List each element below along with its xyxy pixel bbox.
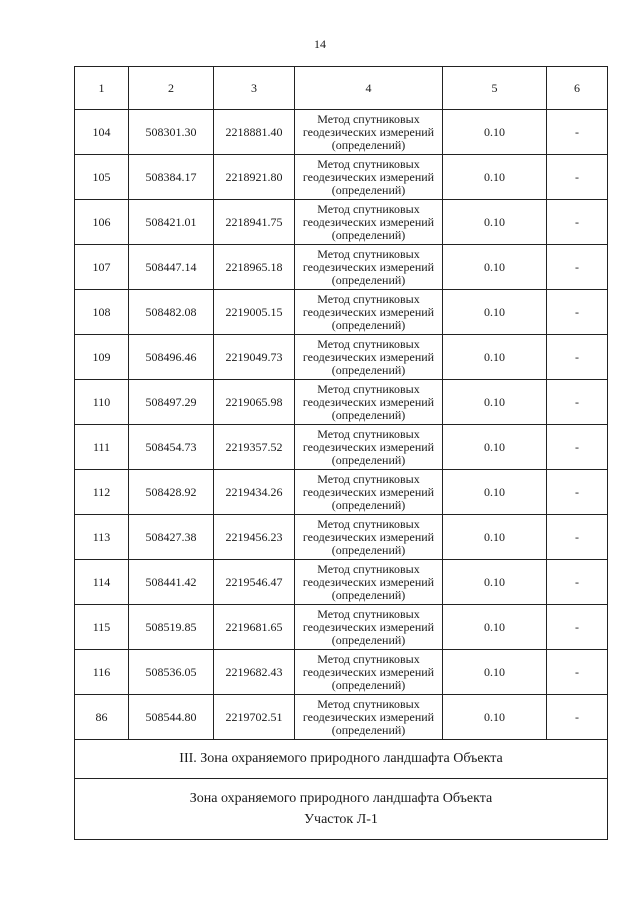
method-line-1: Метод спутниковых bbox=[317, 426, 420, 441]
point-number-cell: 113 bbox=[75, 515, 129, 560]
method-cell bbox=[295, 650, 443, 695]
coordinates-table bbox=[74, 66, 608, 840]
method-line-2: геодезических измерений bbox=[302, 484, 435, 499]
method-cell bbox=[295, 110, 443, 155]
table-row bbox=[75, 335, 608, 380]
method-line-2: геодезических измерений bbox=[302, 709, 435, 724]
method-line-3: (определений) bbox=[331, 137, 406, 152]
x-coordinate-cell: 508544.80 bbox=[129, 695, 214, 740]
note-cell: - bbox=[547, 380, 608, 425]
method-line-2: геодезических измерений bbox=[302, 259, 435, 274]
point-number-cell: 116 bbox=[75, 650, 129, 695]
accuracy-cell: 0.10 bbox=[443, 200, 547, 245]
accuracy-cell: 0.10 bbox=[443, 425, 547, 470]
x-coordinate-cell: 508427.38 bbox=[129, 515, 214, 560]
method-line-1: Метод спутниковых bbox=[317, 516, 420, 531]
note-cell: - bbox=[547, 470, 608, 515]
table-row bbox=[75, 695, 608, 740]
method-line-2: геодезических измерений bbox=[302, 574, 435, 589]
accuracy-cell: 0.10 bbox=[443, 695, 547, 740]
x-coordinate-cell: 508421.01 bbox=[129, 200, 214, 245]
point-number-cell: 106 bbox=[75, 200, 129, 245]
section-title-row bbox=[75, 740, 608, 779]
point-number-cell: 111 bbox=[75, 425, 129, 470]
method-line-1: Метод спутниковых bbox=[317, 291, 420, 306]
method-line-3: (определений) bbox=[331, 677, 406, 692]
method-cell bbox=[295, 380, 443, 425]
y-coordinate-cell: 2219456.23 bbox=[214, 515, 295, 560]
method-line-3: (определений) bbox=[331, 722, 406, 737]
method-line-2: геодезических измерений bbox=[302, 124, 435, 139]
y-coordinate-cell: 2219682.43 bbox=[214, 650, 295, 695]
x-coordinate-cell: 508428.92 bbox=[129, 470, 214, 515]
point-number-cell: 104 bbox=[75, 110, 129, 155]
y-coordinate-cell: 2219702.51 bbox=[214, 695, 295, 740]
y-coordinate-cell: 2218921.80 bbox=[214, 155, 295, 200]
header-cell-6: 6 bbox=[547, 67, 608, 110]
method-line-1: Метод спутниковых bbox=[317, 156, 420, 171]
accuracy-cell: 0.10 bbox=[443, 290, 547, 335]
method-line-2: геодезических измерений bbox=[302, 529, 435, 544]
table-row bbox=[75, 560, 608, 605]
accuracy-cell: 0.10 bbox=[443, 335, 547, 380]
point-number-cell: 109 bbox=[75, 335, 129, 380]
method-line-1: Метод спутниковых bbox=[317, 471, 420, 486]
point-number-cell: 114 bbox=[75, 560, 129, 605]
method-line-1: Метод спутниковых bbox=[317, 651, 420, 666]
method-line-2: геодезических измерений bbox=[302, 214, 435, 229]
page-number: 14 bbox=[314, 37, 326, 51]
accuracy-cell: 0.10 bbox=[443, 515, 547, 560]
note-cell: - bbox=[547, 560, 608, 605]
method-line-2: геодезических измерений bbox=[302, 619, 435, 634]
point-number-cell: 110 bbox=[75, 380, 129, 425]
note-cell: - bbox=[547, 245, 608, 290]
point-number-cell: 105 bbox=[75, 155, 129, 200]
point-number-cell: 107 bbox=[75, 245, 129, 290]
point-number-cell: 86 bbox=[75, 695, 129, 740]
method-line-1: Метод спутниковых bbox=[317, 201, 420, 216]
method-line-3: (определений) bbox=[331, 272, 406, 287]
method-cell bbox=[295, 695, 443, 740]
note-cell: - bbox=[547, 110, 608, 155]
note-cell: - bbox=[547, 605, 608, 650]
method-cell bbox=[295, 200, 443, 245]
method-line-3: (определений) bbox=[331, 407, 406, 422]
table-row bbox=[75, 380, 608, 425]
table-row bbox=[75, 650, 608, 695]
method-line-2: геодезических измерений bbox=[302, 439, 435, 454]
note-cell: - bbox=[547, 290, 608, 335]
y-coordinate-cell: 2218881.40 bbox=[214, 110, 295, 155]
method-cell bbox=[295, 560, 443, 605]
header-cell-2: 2 bbox=[129, 67, 214, 110]
x-coordinate-cell: 508536.05 bbox=[129, 650, 214, 695]
method-line-3: (определений) bbox=[331, 227, 406, 242]
method-cell bbox=[295, 605, 443, 650]
y-coordinate-cell: 2219357.52 bbox=[214, 425, 295, 470]
method-cell bbox=[295, 245, 443, 290]
method-line-3: (определений) bbox=[331, 497, 406, 512]
y-coordinate-cell: 2219049.73 bbox=[214, 335, 295, 380]
method-line-3: (определений) bbox=[331, 182, 406, 197]
note-cell: - bbox=[547, 650, 608, 695]
table-header-row bbox=[75, 67, 608, 110]
point-number-cell: 108 bbox=[75, 290, 129, 335]
table-row bbox=[75, 515, 608, 560]
accuracy-cell: 0.10 bbox=[443, 560, 547, 605]
header-cell-4: 4 bbox=[295, 67, 443, 110]
y-coordinate-cell: 2219546.47 bbox=[214, 560, 295, 605]
table-row bbox=[75, 155, 608, 200]
header-cell-1: 1 bbox=[75, 67, 129, 110]
table-row bbox=[75, 110, 608, 155]
method-line-3: (определений) bbox=[331, 452, 406, 467]
method-line-2: геодезических измерений bbox=[302, 304, 435, 319]
method-line-2: геодезических измерений bbox=[302, 349, 435, 364]
x-coordinate-cell: 508454.73 bbox=[129, 425, 214, 470]
y-coordinate-cell: 2218941.75 bbox=[214, 200, 295, 245]
section-title: III. Зона охраняемого природного ландшафта Объекта bbox=[75, 740, 608, 779]
method-cell bbox=[295, 515, 443, 560]
accuracy-cell: 0.10 bbox=[443, 380, 547, 425]
x-coordinate-cell: 508519.85 bbox=[129, 605, 214, 650]
point-number-cell: 115 bbox=[75, 605, 129, 650]
table-row bbox=[75, 605, 608, 650]
method-line-3: (определений) bbox=[331, 542, 406, 557]
accuracy-cell: 0.10 bbox=[443, 470, 547, 515]
y-coordinate-cell: 2218965.18 bbox=[214, 245, 295, 290]
subsection-title-line-2: Участок Л-1 bbox=[304, 812, 378, 827]
subsection-title-row bbox=[75, 779, 608, 840]
method-line-2: геодезических измерений bbox=[302, 394, 435, 409]
note-cell: - bbox=[547, 515, 608, 560]
accuracy-cell: 0.10 bbox=[443, 650, 547, 695]
note-cell: - bbox=[547, 200, 608, 245]
x-coordinate-cell: 508497.29 bbox=[129, 380, 214, 425]
table-row bbox=[75, 470, 608, 515]
y-coordinate-cell: 2219681.65 bbox=[214, 605, 295, 650]
note-cell: - bbox=[547, 425, 608, 470]
y-coordinate-cell: 2219065.98 bbox=[214, 380, 295, 425]
x-coordinate-cell: 508496.46 bbox=[129, 335, 214, 380]
y-coordinate-cell: 2219434.26 bbox=[214, 470, 295, 515]
note-cell: - bbox=[547, 155, 608, 200]
x-coordinate-cell: 508301.30 bbox=[129, 110, 214, 155]
method-cell bbox=[295, 335, 443, 380]
method-cell bbox=[295, 290, 443, 335]
method-line-2: геодезических измерений bbox=[302, 169, 435, 184]
table-row bbox=[75, 425, 608, 470]
method-line-1: Метод спутниковых bbox=[317, 696, 420, 711]
accuracy-cell: 0.10 bbox=[443, 605, 547, 650]
method-line-2: геодезических измерений bbox=[302, 664, 435, 679]
method-line-3: (определений) bbox=[331, 362, 406, 377]
method-line-1: Метод спутниковых bbox=[317, 381, 420, 396]
table-row bbox=[75, 200, 608, 245]
method-cell bbox=[295, 470, 443, 515]
method-line-1: Метод спутниковых bbox=[317, 336, 420, 351]
accuracy-cell: 0.10 bbox=[443, 110, 547, 155]
x-coordinate-cell: 508447.14 bbox=[129, 245, 214, 290]
method-line-1: Метод спутниковых bbox=[317, 561, 420, 576]
x-coordinate-cell: 508384.17 bbox=[129, 155, 214, 200]
method-line-3: (определений) bbox=[331, 317, 406, 332]
accuracy-cell: 0.10 bbox=[443, 155, 547, 200]
method-line-3: (определений) bbox=[331, 587, 406, 602]
table-row bbox=[75, 290, 608, 335]
header-cell-3: 3 bbox=[214, 67, 295, 110]
note-cell: - bbox=[547, 335, 608, 380]
x-coordinate-cell: 508482.08 bbox=[129, 290, 214, 335]
point-number-cell: 112 bbox=[75, 470, 129, 515]
table-row bbox=[75, 245, 608, 290]
method-line-3: (определений) bbox=[331, 632, 406, 647]
x-coordinate-cell: 508441.42 bbox=[129, 560, 214, 605]
accuracy-cell: 0.10 bbox=[443, 245, 547, 290]
method-cell bbox=[295, 155, 443, 200]
method-cell bbox=[295, 425, 443, 470]
subsection-title-cell bbox=[75, 779, 608, 840]
method-line-1: Метод спутниковых bbox=[317, 246, 420, 261]
method-line-1: Метод спутниковых bbox=[317, 606, 420, 621]
header-cell-5: 5 bbox=[443, 67, 547, 110]
subsection-title-line-1: Зона охраняемого природного ландшафта Объекта bbox=[189, 791, 493, 806]
method-line-1: Метод спутниковых bbox=[317, 111, 420, 126]
y-coordinate-cell: 2219005.15 bbox=[214, 290, 295, 335]
note-cell: - bbox=[547, 695, 608, 740]
